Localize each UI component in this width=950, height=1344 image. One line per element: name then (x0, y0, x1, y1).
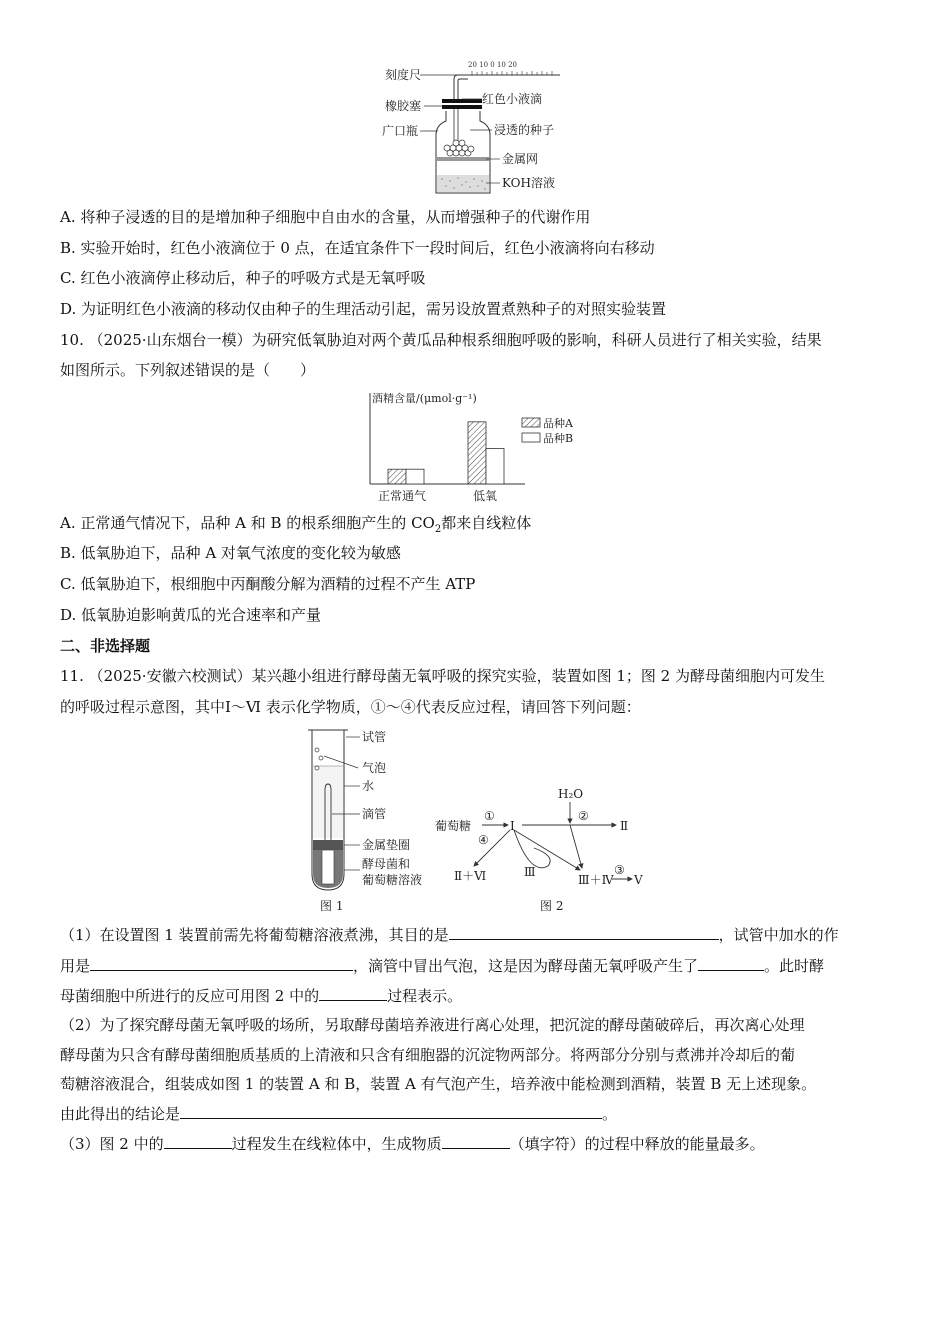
q11-part2-line2: 酵母菌为只含有酵母菌细胞质基质的上清液和只含有细胞器的沉淀物两部分。将两部分分别与煮沸并冷却后的葡 (60, 1046, 796, 1064)
q11-part1-line2 (60, 955, 824, 976)
answer-blank-6[interactable] (164, 1133, 232, 1149)
q9-option-a: A. 将种子浸透的目的是增加种子细胞中自由水的含量，从而增强种子的代谢作用 (60, 208, 591, 226)
koh-label: KOH溶液 (502, 176, 555, 190)
q10-option-a-subscript: 2 (434, 524, 442, 535)
legend-label-a: 品种A (543, 417, 573, 430)
q11-stem-line1: 11. （2025·安徽六校测试）某兴趣小组进行酵母菌无氧呼吸的探究实验，装置如图 1；图 2 为酵母菌细胞内可发生 (60, 667, 825, 685)
legend-swatch-b (522, 433, 540, 442)
q11-p1-b: ，试管中加水的作 (718, 926, 839, 944)
label-dropper: 滴管 (362, 807, 387, 821)
seeds-label: 浸透的种子 (494, 123, 555, 137)
answer-blank-3[interactable] (698, 955, 764, 971)
q11-p3-c: （填字符）的过程中释放的能量最多。 (509, 1135, 765, 1153)
q11-stem-line2: 的呼吸过程示意图，其中Ⅰ～Ⅵ 表示化学物质，①～④代表反应过程，请回答下列问题： (60, 698, 641, 716)
metal-mesh (437, 157, 489, 161)
y-axis-label: 酒精含量/(μmol·g⁻¹) (372, 392, 477, 405)
bar-b-hypoxia (486, 448, 504, 484)
q10-option-a-text: A. 正常通气情况下，品种 A 和 B 的根系细胞产生的 CO (60, 514, 435, 532)
stopper-label: 橡胶塞 (385, 99, 422, 113)
q11-p1-a: （1）在设置图 1 装置前需先将葡萄糖溶液煮沸，其目的是 (60, 926, 449, 944)
x-tick-hypoxia: 低氧 (473, 489, 498, 503)
legend-swatch-a (522, 418, 540, 427)
seed-respiration-apparatus-figure (380, 55, 580, 200)
answer-blank-7[interactable] (442, 1133, 510, 1149)
q10-option-c: C. 低氧胁迫下，根细胞中丙酮酸分解为酒精的过程不产生 ATP (60, 575, 476, 593)
step2-label: ② (578, 809, 589, 823)
q10-option-a (60, 513, 531, 540)
bar-a-hypoxia (468, 422, 486, 484)
bottle-label: 广口瓶 (382, 124, 419, 138)
products-II-VI: Ⅱ＋Ⅵ (454, 869, 487, 883)
q11-p1-f: 母菌细胞中所进行的反应可用图 2 中的 (60, 987, 320, 1005)
answer-blank-4[interactable] (319, 985, 387, 1001)
substance-V: Ⅴ (634, 873, 643, 887)
q11-p2-d: 由此得出的结论是 (60, 1105, 181, 1123)
q11-p1-e: 。此时酵 (764, 957, 825, 975)
q10-option-d: D. 低氧胁迫影响黄瓜的光合速率和产量 (60, 606, 322, 624)
products-III-IV: Ⅲ＋Ⅳ (578, 873, 614, 887)
q11-part2-line4 (60, 1103, 617, 1124)
mesh-label: 金属网 (502, 152, 539, 166)
q9-option-c: C. 红色小液滴停止移动后，种子的呼吸方式是无氧呼吸 (60, 269, 426, 287)
x-tick-normal: 正常通气 (378, 489, 427, 503)
substance-I: Ⅰ (510, 819, 515, 833)
q11-p2-e: 。 (602, 1105, 618, 1123)
water (313, 766, 343, 838)
answer-blank-5[interactable] (180, 1103, 602, 1119)
step3-label: ③ (614, 863, 625, 877)
q11-p1-g: 过程表示。 (387, 987, 463, 1005)
legend-label-b: 品种B (543, 432, 574, 445)
q11-part2-line1: （2）为了探究酵母菌无氧呼吸的场所，另取酵母菌培养液进行离心处理，把沉淀的酵母菌破碎后，再次离心处理 (60, 1016, 805, 1034)
q11-part1-line3 (60, 985, 462, 1006)
koh-solution (437, 175, 489, 192)
q11-p1-d: ，滴管中冒出气泡，这是因为酵母菌无氧呼吸产生了 (353, 957, 699, 975)
figure1-caption: 图 1 (320, 899, 344, 913)
q11-p3-b: 过程发生在线粒体中，生成物质 (231, 1135, 442, 1153)
rubber-stopper (442, 99, 482, 103)
figure2-caption: 图 2 (540, 899, 564, 913)
soaked-seeds (444, 140, 474, 156)
q9-option-b: B. 实验开始时，红色小液滴位于 0 点，在适宜条件下一段时间后，红色小液滴将向右移动 (60, 239, 655, 257)
substance-II-right: Ⅱ (620, 819, 629, 833)
label-bubble: 气泡 (362, 761, 387, 775)
q11-part3-line1 (60, 1133, 765, 1154)
label-ring: 金属垫圈 (362, 838, 411, 852)
label-solution-1: 酵母菌和 (362, 857, 411, 871)
alcohol-content-chart (360, 388, 600, 508)
figure2-respiration-pathway (430, 784, 645, 916)
droplet-label: 红色小液滴 (482, 92, 543, 106)
step4-label: ④ (478, 833, 489, 847)
ruler-scale-text: 20 10 0 10 20 (468, 61, 517, 69)
label-solution-2: 葡萄糖溶液 (362, 873, 423, 887)
h2o-label: H₂O (558, 787, 584, 801)
q11-p1-c: 用是 (60, 957, 91, 975)
q10-option-a-text-end: 都来自线粒体 (441, 514, 532, 532)
q11-part1-line1 (60, 924, 839, 945)
answer-blank-1[interactable] (449, 924, 719, 940)
ruler-ticks (472, 71, 552, 75)
q10-option-b: B. 低氧胁迫下，品种 A 对氧气浓度的变化较为敏感 (60, 544, 401, 562)
q9-option-d: D. 为证明红色小液滴的移动仅由种子的生理活动引起，需另设放置煮熟种子的对照实验装置 (60, 300, 667, 318)
q10-stem-line1: 10. （2025·山东烟台一模）为研究低氧胁迫对两个黄瓜品种根系细胞呼吸的影响，科研人员进行了相关实验，结果 (60, 331, 822, 349)
glucose-label: 葡萄糖 (435, 819, 472, 833)
q11-part2-line3: 萄糖溶液混合，组装成如图 1 的装置 A 和 B，装置 A 有气泡产生，培养液中能检测到酒精，装置 B 无上述现象。 (60, 1075, 817, 1093)
label-water: 水 (362, 779, 375, 793)
metal-ring (313, 840, 343, 850)
section2-title: 二、非选择题 (60, 637, 151, 655)
q10-stem-line2: 如图所示。下列叙述错误的是（ ） (60, 361, 316, 379)
answer-blank-2[interactable] (90, 955, 353, 971)
figure1-yeast-apparatus (300, 724, 450, 916)
step1-label: ① (484, 809, 495, 823)
substance-III-mid: Ⅲ (524, 865, 536, 879)
bar-a-normal (388, 469, 406, 484)
label-test-tube: 试管 (362, 730, 387, 744)
ruler-label: 刻度尺 (385, 68, 422, 82)
bar-b-normal (406, 469, 424, 484)
q11-p3-a: （3）图 2 中的 (60, 1135, 164, 1153)
